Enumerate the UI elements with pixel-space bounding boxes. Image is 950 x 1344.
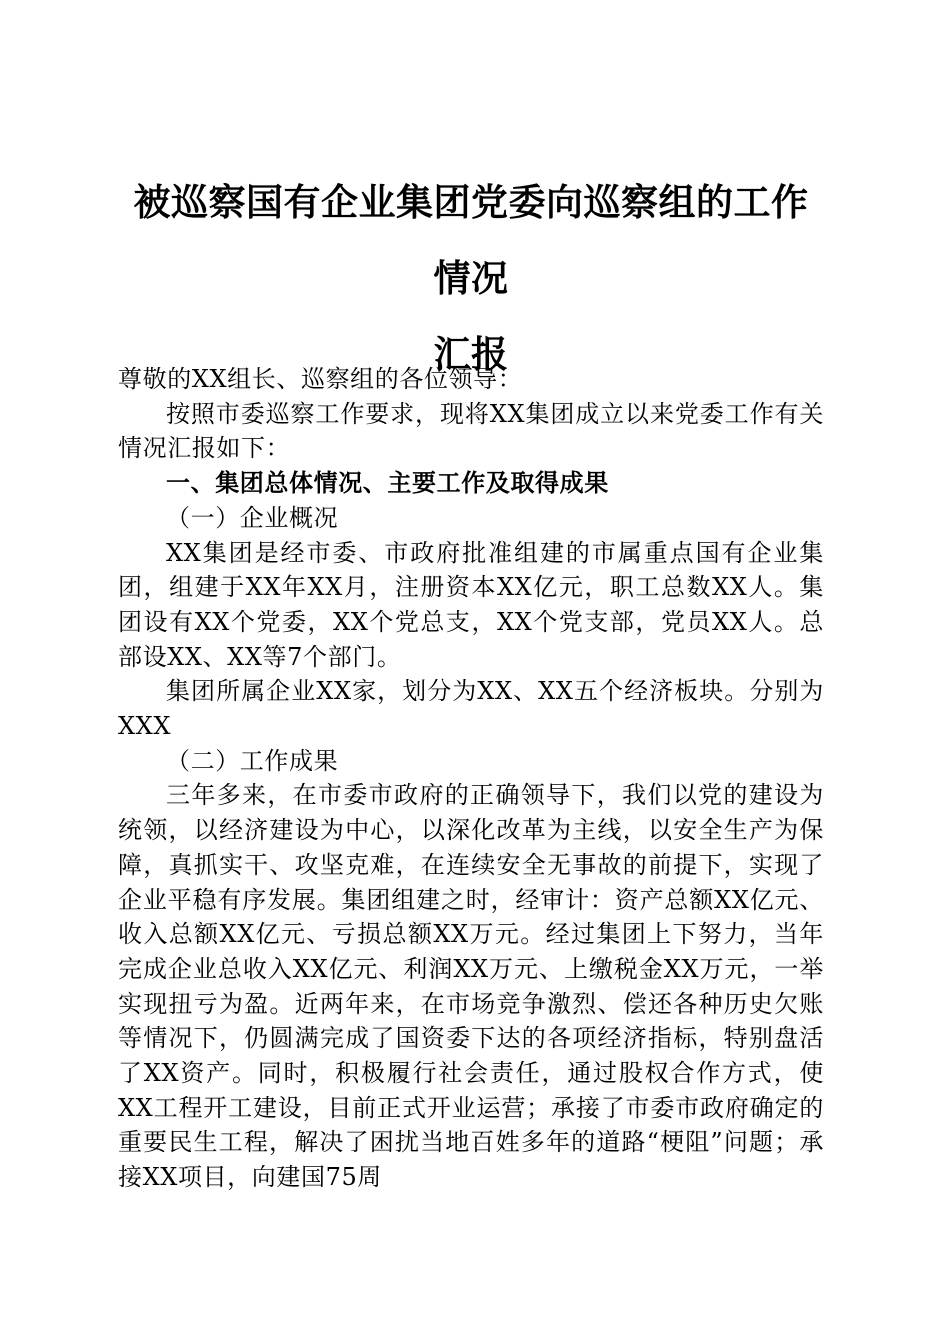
subsection-heading-2: （二）工作成果 — [166, 746, 339, 775]
subsection-heading-1: （一）企业概况 — [166, 503, 339, 532]
section-heading-1: 一、集团总体情况、主要工作及取得成果 — [166, 469, 609, 498]
intro-paragraph: 按照市委巡察工作要求，现将XX集团成立以来党委工作有关情况汇报如下： — [118, 399, 824, 463]
paragraph-work-results: 三年多来，在市委市政府的正确领导下，我们以党的建设为统领，以经济建设为中心，以深化改革为主线，以安全生产为保障，真抓实干、攻坚克难，在连续安全无事故的前提下，实现了企业平稳有序发展。集团组建之时，经审计：资产总额XX亿元、收入总额XX亿元、亏损总额XX万元。经过集团上下努力，当年完成企业总收入XX亿元、利润XX万元、上缴税金XX万元，一举实现扭亏为盈。近两年来，在市场竞争激烈、偿还各种历史欠账等情况下，仍圆满完成了国资委下达的各项经济指标，特别盘活了XX资产。同时，积极履行社会责任，通过股权合作方式，使XX工程开工建设，目前正式开业运营；承接了市委市政府确定的重要民生工程，解决了困扰当地百姓多年的道路“梗阻”问题；承接XX项目，向建国75周 — [118, 781, 824, 1192]
salutation: 尊敬的XX组长、巡察组的各位领导： — [118, 365, 523, 393]
paragraph-subsidiaries: 集团所属企业XX家，划分为XX、XX五个经济板块。分别为XXX — [118, 677, 824, 741]
paragraph-company-overview: XX集团是经市委、市政府批准组建的市属重点国有企业集团，组建于XX年XX月，注册资本XX亿元，职工总数XX人。集团设有XX个党委，XX个党总支，XX个党支部，党员XX人。总部设XX、XX等7个部门。 — [118, 538, 824, 671]
document-body — [118, 362, 824, 1195]
title-line-1: 被巡察国有企业集团党委向巡察组的工作情况 — [133, 180, 809, 300]
document-title — [118, 164, 824, 392]
title-line-2: 汇报 — [433, 332, 509, 376]
